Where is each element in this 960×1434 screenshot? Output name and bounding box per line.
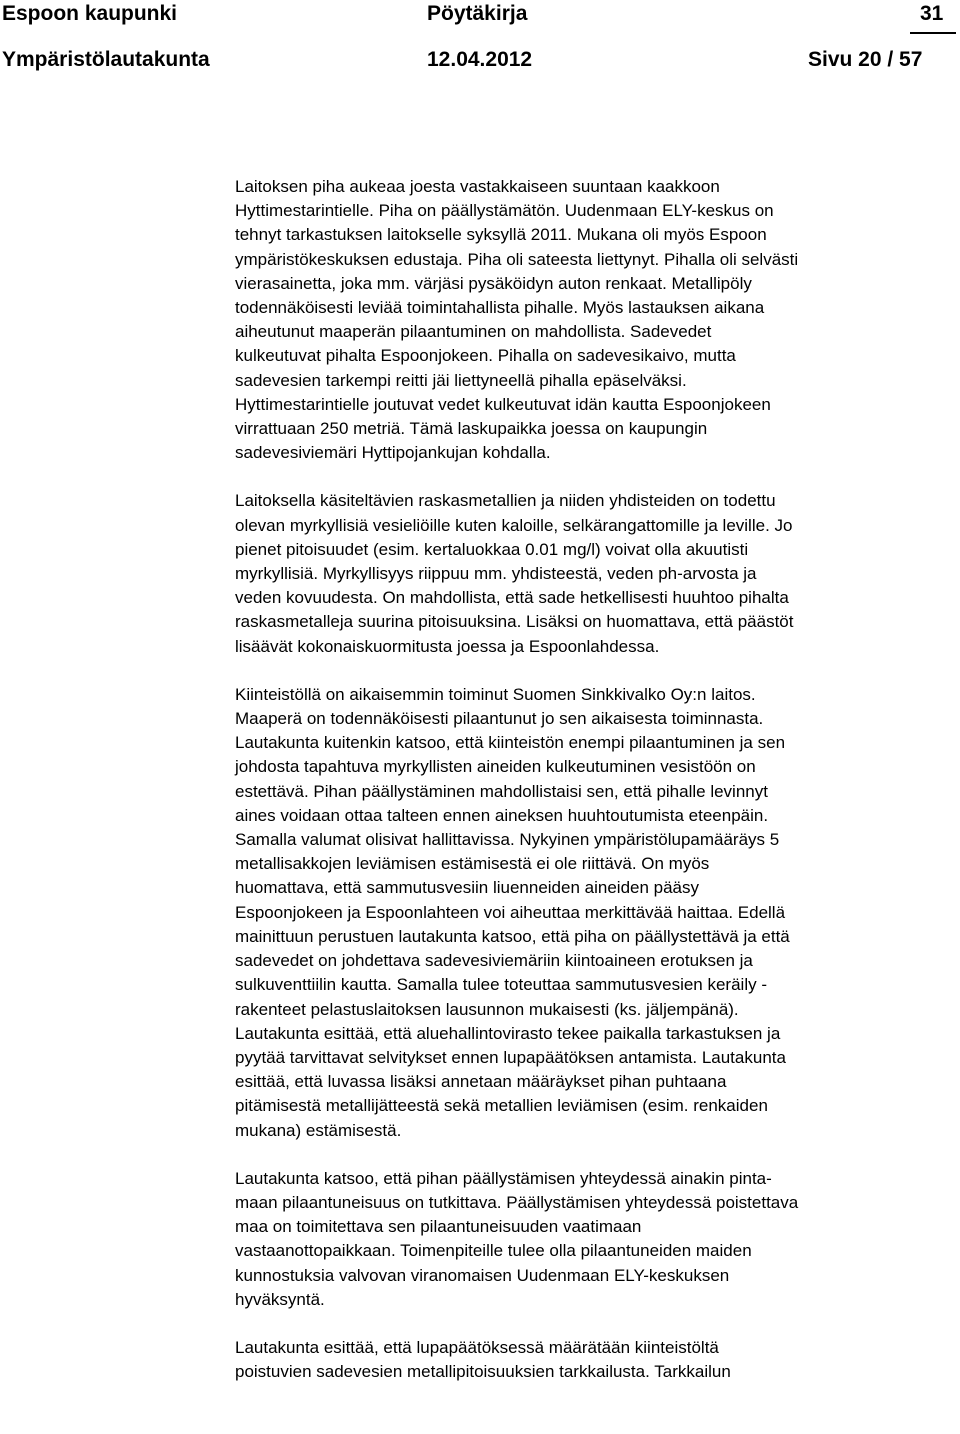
meeting-date: 12.04.2012 [427, 48, 533, 71]
organization-name: Espoon kaupunki [2, 2, 178, 25]
page-number: Sivu 20 / 57 [808, 48, 923, 71]
document-type: Pöytäkirja [427, 2, 528, 25]
body-paragraph: Laitoksen piha aukeaa joesta vastakkaiseen suuntaan kaakkoon Hyttimestarintielle. Piha on päällystämätön. Uudenmaan ELY-keskus on tehnyt tarkastuksen laitokselle syksyllä 2011. Mukana oli myös Espoon ympäristökeskuksen edustaja. Piha oli sateesta liettynyt. Pihalla oli selvästi vierasainetta, joka mm. värjäsi pysäköidyn auton renkaat. Metallipöly todennäköisesti leviää toimintahallista pihalle. Myös lastauksen aikana aiheutunut maaperän pilaantuminen on mahdollista. Sadevedet kulkeutuvat pihalta Espoonjokeen. Pihalla on sadevesikaivo, mutta sadevesien tarkempi reitti jäi liettyneellä pihalla epäselväksi. Hyttimestarintielle joutuvat vedet kulkeutuvat idän kautta Espoonjokeen virrattuaan 250 metriä. Tämä laskupaikka joessa on kaupungin sadevesiviemäri Hyttipojankujan kohdalla. [235, 177, 799, 463]
body-paragraph: Kiinteistöllä on aikaisemmin toiminut Suomen Sinkkivalko Oy:n laitos. Maaperä on todennäköisesti pilaantunut jo sen aikaisesta toiminnasta. Lautakunta kuitenkin katsoo, että kiinteistön enempi pilaantuminen ja sen johdosta tapahtuva myrkyllisten aineiden kulkeutuminen vesistöön on estettävä. Pihan päällystäminen mahdollistaisi sen, että pihalle levinnyt aines voidaan ottaa talteen ennen aineksen huuhtoutumista eteenpäin. Samalla valumat olisivat hallittavissa. Nykyinen ympäristölupamääräys 5 metallisakkojen leviämisen estämisestä ei ole riittävä. On myös huomattava, että sammutusvesiin liuenneiden aineiden pääsy Espoonjokeen ja Espoonlahteen voi aiheuttaa merkittävää haittaa. Edellä mainittuun perustuen lautakunta katsoo, että piha on päällystettävä ja että sadevedet on johdettava sadevesiviemäriin kiintoaineen erotuksen ja sulkuventtiilin kautta. Samalla tulee toteuttaa sammutusvesien keräily - rakenteet pelastuslaitoksen lausunnon mukaisesti (ks. jäljempänä). Lautakunta esittää, että aluehallintovirasto tekee paikalla tarkastuksen ja pyytää tarvittavat selvitykset ennen lupapäätöksen antamista. Lautakunta esittää, että luvassa lisäksi annetaan määräykset pihan puhtaana pitämisestä metallijätteestä sekä metallien leviämisen (esim. renkaiden mukana) estämisestä. [235, 684, 790, 1140]
body-paragraph: Lautakunta esittää, että lupapäätöksessä määrätään kiinteistöltä poistuvien sadevesien metallipitoisuuksien tarkkailusta. Tarkkailun [235, 1337, 731, 1382]
body-paragraph: Laitoksella käsiteltävien raskasmetallien ja niiden yhdisteiden on todettu olevan myrkyllisiä vesieliöille kuten kaloille, selkärangattomille ja leville. Jo pienet pitoisuudet (esim. kertaluokkaa 0.01 mg/l) voivat olla akuutisti myrkyllisiä. Myrkyllisyys riippuu mm. yhdisteestä, veden ph-arvosta ja veden kovuudesta. On mahdollista, että sade hetkellisesti huuhtoo pihalta raskasmetalleja suurina pitoisuuksina. Lisäksi on huomattava, että päästöt lisäävät kokonaiskuormitusta joessa ja Espoonlahdessa. [235, 491, 794, 656]
section-number-underline [910, 32, 956, 34]
board-name: Ympäristölautakunta [2, 48, 210, 71]
body-paragraph: Lautakunta katsoo, että pihan päällystämisen yhteydessä ainakin pinta- maan pilaantuneisuus on tutkittava. Päällystämisen yhteydessä poistettava maa on toimitettava sen pilaantuneisuuden vaatimaan vastaanottopaikkaan. Toimenpiteille tulee olla pilaantuneiden maiden kunnostuksia valvovan viranomaisen Uudenmaan ELY-keskuksen hyväksyntä. [235, 1168, 799, 1309]
section-number: 31 [920, 2, 944, 25]
document-body [235, 175, 960, 1408]
page-header [0, 0, 960, 92]
